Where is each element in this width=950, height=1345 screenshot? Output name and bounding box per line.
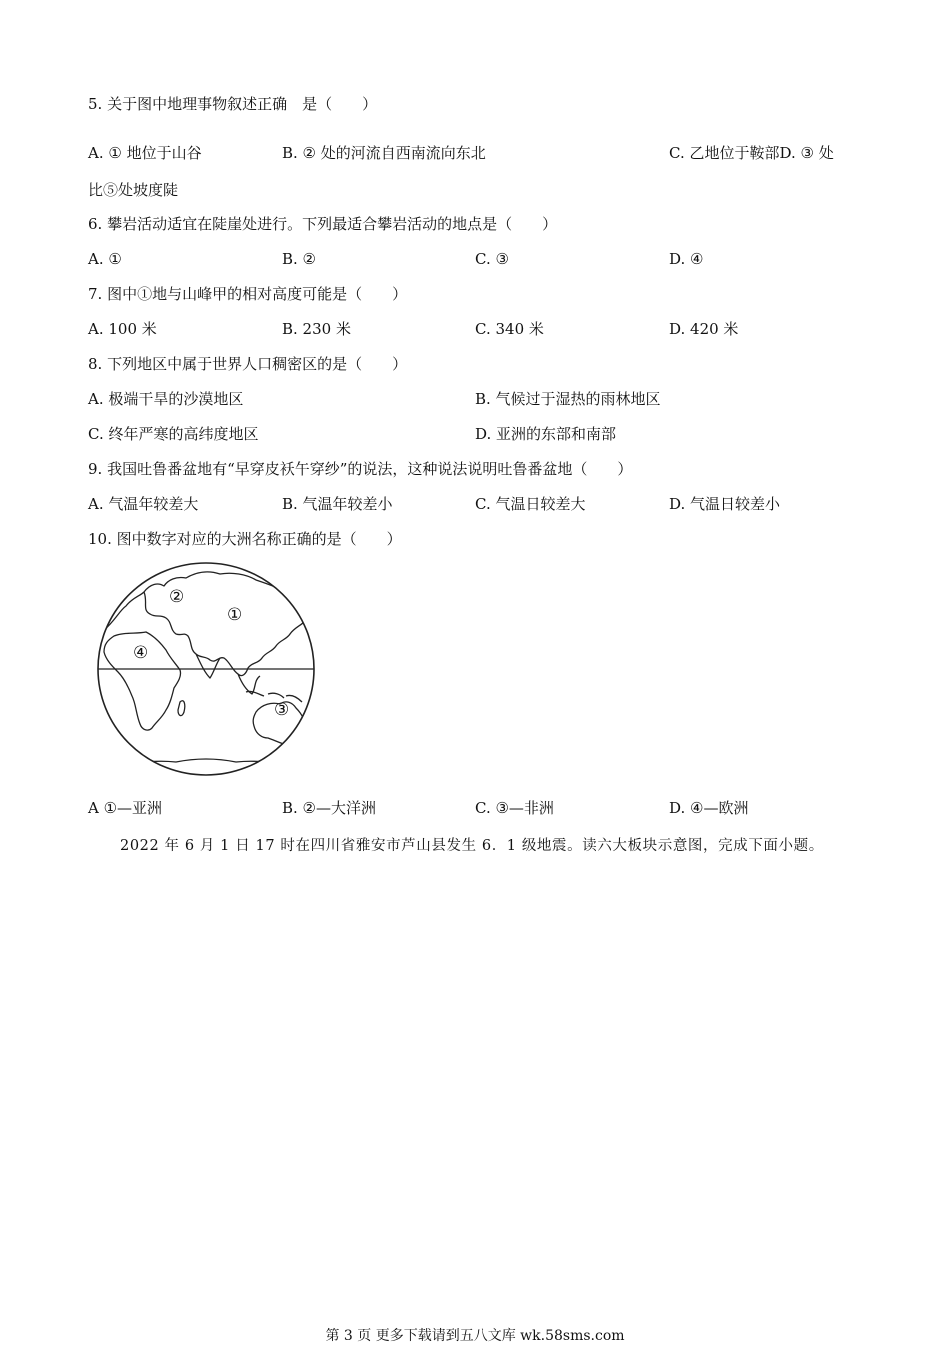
q7-stem: 7. 图中①地与山峰甲的相对高度可能是（ ）	[88, 285, 408, 303]
q7-option-d: D. 420 米	[669, 320, 739, 338]
q8-stem: 8. 下列地区中属于世界人口稠密区的是（ ）	[88, 355, 408, 373]
q5-option-b: B. ② 处的河流自西南流向东北	[282, 144, 486, 162]
q10-option-b: B. ②—大洋洲	[282, 799, 377, 817]
q7-option-c: C. 340 米	[475, 320, 544, 338]
q5-option-continuation: 比⑤处坡度陡	[88, 181, 179, 199]
q9-option-d: D. 气温日较差小	[669, 495, 781, 513]
q10-option-a: A ①—亚洲	[88, 799, 163, 817]
q6-option-b: B. ②	[282, 250, 317, 268]
q10-stem: 10. 图中数字对应的大洲名称正确的是（ ）	[88, 530, 402, 548]
q6-option-a: A. ①	[88, 250, 122, 268]
q5-option-a: A. ① 地位于山谷	[88, 144, 202, 162]
q5-option-c: C. 乙地位于鞍部D. ③ 处	[669, 144, 834, 162]
q10-option-d: D. ④—欧洲	[669, 799, 749, 817]
q8-option-a: A. 极端干旱的沙漠地区	[88, 390, 244, 408]
q10-option-c: C. ③—非洲	[475, 799, 554, 817]
antarctica-outline	[96, 759, 310, 776]
q8-option-b: B. 气候过于湿热的雨林地区	[475, 390, 661, 408]
q9-option-c: C. 气温日较差大	[475, 495, 586, 513]
hemisphere-map	[96, 562, 316, 776]
q9-option-a: A. 气温年较差大	[88, 495, 199, 513]
q6-option-d: D. ④	[669, 250, 704, 268]
map-label-4: ④	[133, 643, 149, 663]
q8-option-d: D. 亚洲的东部和南部	[475, 425, 617, 443]
map-label-1: ①	[227, 605, 243, 625]
india-outline	[196, 654, 220, 678]
q9-stem: 9. 我国吐鲁番盆地有“早穿皮袄午穿纱”的说法，这种说法说明吐鲁番盆地（ ）	[88, 460, 633, 478]
page-footer: 第 3 页 更多下载请到五八文库 wk.58sms.com	[325, 1328, 625, 1344]
q6-stem: 6. 攀岩活动适宜在陡崖处进行。下列最适合攀岩活动的地点是（ ）	[88, 215, 558, 233]
q9-option-b: B. 气温年较差小	[282, 495, 393, 513]
map-label-2: ②	[169, 587, 185, 607]
section-intro: 2022 年 6 月 1 日 17 时在四川省雅安市芦山县发生 6．1 级地震。读六大板块示意图，完成下面小题。	[120, 838, 824, 854]
q6-option-c: C. ③	[475, 250, 509, 268]
q7-option-b: B. 230 米	[282, 320, 351, 338]
q8-option-c: C. 终年严寒的高纬度地区	[88, 425, 259, 443]
q5-stem: 5. 关于图中地理事物叙述正确 是（ ）	[88, 95, 378, 113]
map-label-3: ③	[274, 700, 290, 720]
q7-option-a: A. 100 米	[88, 320, 157, 338]
